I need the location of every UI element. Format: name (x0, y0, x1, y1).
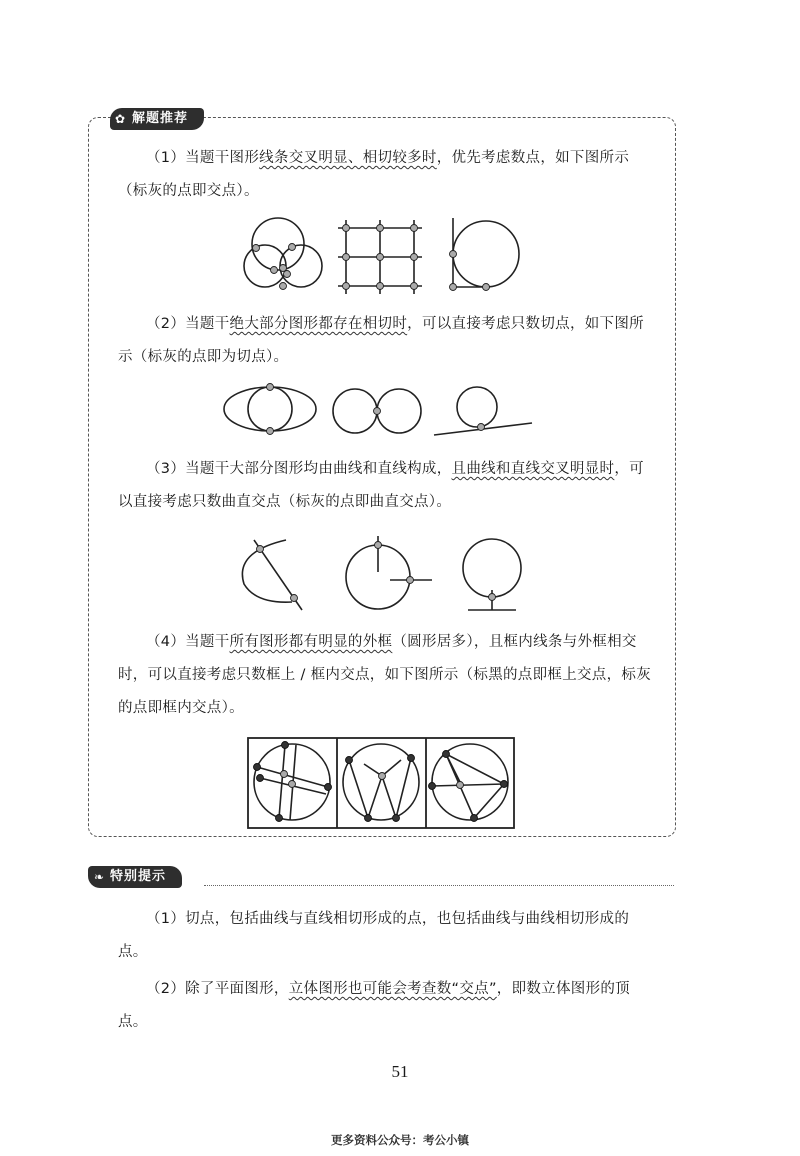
tangent-point (267, 384, 274, 391)
extra1-text: （1）切点，包括曲线与直线相切形成的点，也包括曲线与曲线相切形成的点。 (118, 911, 630, 960)
curve-line-intersection (407, 577, 414, 584)
intersection-point (343, 283, 350, 290)
intersection-point (253, 245, 260, 252)
leaf-icon: ❧ (94, 870, 106, 884)
figure-arc (242, 540, 292, 602)
curve-line-intersection (489, 594, 496, 601)
tip2-suffix: ，可以直接考虑只数切点，如下图所示（标灰的点即为切点）。 (118, 316, 644, 365)
frame-intersection (443, 751, 450, 758)
figure-circle (333, 389, 377, 433)
tip4-suffix: （圆形居多），且框内线条与外框相交时，可以直接考虑只数框上 / 框内交点，如下图所示（标黑的点即框上交点，标灰的点即框内交点）。 (118, 634, 651, 716)
circle-stand-figure (463, 539, 521, 610)
frame-intersection (346, 757, 353, 764)
figure-circle (377, 389, 421, 433)
intersection-point (284, 271, 291, 278)
extra2-prefix: （2）除了平面图形， (146, 981, 289, 997)
tip-paragraph-2 (118, 308, 653, 374)
figure-curve-line-intersections (230, 532, 530, 616)
two-circles-figure (333, 389, 421, 433)
curve-line-intersection (291, 595, 298, 602)
figure-tangents (220, 380, 540, 440)
figure-intersections (240, 214, 540, 296)
arc-line-figure (242, 540, 302, 610)
circle-radii-figure (346, 536, 432, 609)
figure-zigzag (349, 758, 411, 818)
tip1-suffix: ，优先考虑数点，如下图所示（标灰的点即交点）。 (118, 150, 630, 199)
tips-title: 解题推荐 (132, 111, 189, 126)
tip4-emphasis: 所有图形都有明显的外框 (229, 634, 393, 650)
tip2-emphasis: 绝大部分图形都存在相切时 (229, 316, 408, 332)
frame-intersection (257, 775, 264, 782)
intersection-point (280, 283, 287, 290)
tip1-prefix: （1）当题干图形 (146, 150, 260, 166)
figure-circle (343, 744, 419, 820)
circle-tangent-line-figure (434, 387, 532, 435)
tangent-point (267, 428, 274, 435)
ellipse-circle-figure (224, 384, 316, 435)
figure-ellipse (224, 387, 316, 431)
tip-paragraph-4 (118, 626, 653, 725)
frame-intersection (501, 781, 508, 788)
frame-intersection (365, 815, 372, 822)
footer-text: 更多资料公众号：考公小镇 (331, 1133, 469, 1147)
intersection-point (483, 284, 490, 291)
extra2-emphasis: 立体图形也可能会考查数“交点” (288, 981, 497, 997)
intersection-point (289, 244, 296, 251)
frame-intersection (325, 784, 332, 791)
intersection-point (377, 225, 384, 232)
circle-lines-figure (450, 218, 520, 291)
frame-intersection (471, 815, 478, 822)
tip3-emphasis: 且曲线和直线交叉明显时 (451, 461, 615, 477)
curve-line-intersection (375, 542, 382, 549)
frame-figure-3 (429, 744, 509, 822)
section-tag-extra (88, 866, 182, 888)
tip4-prefix: （4）当题干 (146, 634, 230, 650)
frame-intersection (276, 815, 283, 822)
frame-intersection (393, 815, 400, 822)
figure-frame-intersections (246, 736, 516, 830)
tangent-point (478, 424, 485, 431)
inner-intersection (289, 781, 296, 788)
tip-paragraph-1 (118, 142, 653, 208)
tip2-prefix: （2）当题干 (146, 316, 230, 332)
intersection-point (377, 283, 384, 290)
figure-circle (463, 539, 521, 597)
tip3-prefix: （3）当题干大部分图形均由曲线和直线构成， (146, 461, 452, 477)
inner-intersection (379, 773, 386, 780)
figure-line (279, 745, 285, 818)
inner-intersection (457, 782, 464, 789)
figure-circle (457, 387, 497, 427)
frame-intersection (282, 742, 289, 749)
intersection-point (411, 254, 418, 261)
figure-circle (453, 221, 519, 287)
tip-paragraph-3 (118, 453, 653, 519)
frame-intersection (254, 764, 261, 771)
tip1-emphasis: 线条交叉明显、相切较多时 (259, 150, 437, 166)
intersection-point (343, 254, 350, 261)
intersection-point (450, 251, 457, 258)
frame-figure-1 (254, 742, 332, 822)
intersection-point (450, 284, 457, 291)
figure-circle (248, 387, 292, 431)
section-divider (204, 885, 674, 886)
intersection-point (411, 225, 418, 232)
page-number: 51 (391, 1062, 409, 1081)
intersection-point (377, 254, 384, 261)
inner-intersection (281, 771, 288, 778)
intersection-point (411, 283, 418, 290)
grid-figure (338, 220, 422, 294)
frame-figure-2 (343, 744, 419, 822)
frame-intersection (408, 755, 415, 762)
extra-paragraph-1 (118, 903, 653, 969)
intersection-point (343, 225, 350, 232)
tangent-point (374, 408, 381, 415)
figure-line (432, 784, 504, 786)
section-tag-tips (110, 108, 204, 130)
tip3-suffix: ，可以直接考虑只数曲直交点（标灰的点即曲直交点）。 (118, 461, 644, 510)
figure-circle (252, 218, 304, 270)
three-circles-figure (244, 218, 322, 290)
extra-paragraph-2 (118, 973, 653, 1039)
extra2-suffix: ，即数立体图形的顶点。 (118, 981, 630, 1030)
lightbulb-icon: ✿ (115, 112, 127, 126)
frame-intersection (429, 783, 436, 790)
extra-title: 特别提示 (110, 869, 167, 884)
intersection-point (271, 267, 278, 274)
curve-line-intersection (257, 546, 264, 553)
